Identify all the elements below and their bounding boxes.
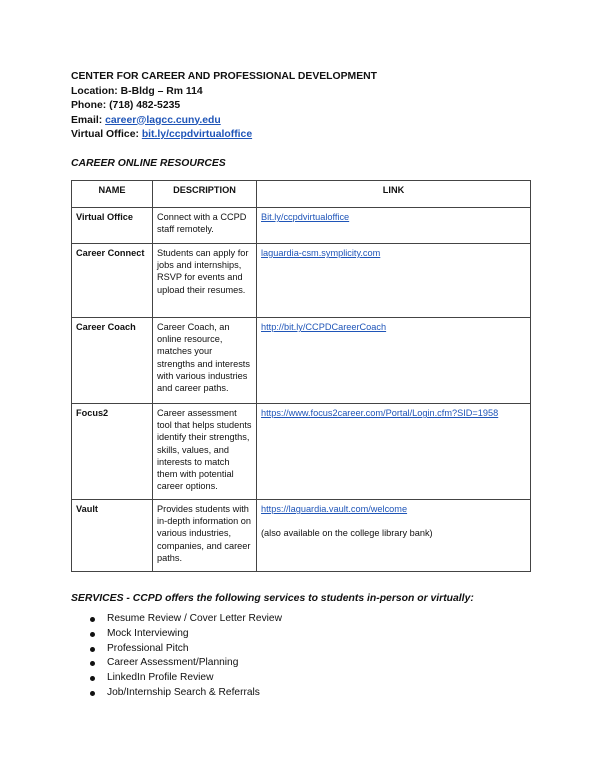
- resource-link[interactable]: https://www.focus2career.com/Portal/Login.cfm?SID=1958: [261, 408, 499, 418]
- resource-description: Provides students with in-depth information on various industries, companies, and career paths.: [153, 500, 257, 572]
- table-row: [72, 208, 531, 244]
- resources-table: [71, 180, 531, 572]
- list-item: Career Assessment/Planning: [90, 656, 282, 671]
- list-item: Mock Interviewing: [90, 627, 282, 642]
- table-row: [72, 404, 531, 500]
- column-header-link: LINK: [257, 181, 531, 208]
- resource-link-cell: [257, 500, 531, 572]
- resource-description: Career Coach, an online resource, matches your strengths and interests with various industries and career paths.: [153, 318, 257, 404]
- resource-link[interactable]: Bit.ly/ccpdvirtualoffice: [261, 212, 350, 222]
- list-item: LinkedIn Profile Review: [90, 671, 282, 686]
- contact-header: [71, 70, 377, 143]
- email-link[interactable]: career@lagcc.cuny.edu: [105, 114, 221, 126]
- email-line: [71, 114, 377, 129]
- phone-text: Phone: (718) 482-5235: [71, 100, 181, 111]
- table-row: [72, 500, 531, 572]
- services-list: [90, 612, 282, 701]
- resource-description: Connect with a CCPD staff remotely.: [153, 208, 257, 244]
- list-item: Job/Internship Search & Referrals: [90, 686, 282, 701]
- table-header-row: [72, 181, 531, 208]
- resource-name: Career Connect: [72, 244, 153, 318]
- virtual-office-line: [71, 128, 377, 143]
- org-name: CENTER FOR CAREER AND PROFESSIONAL DEVELOPMENT: [71, 71, 377, 82]
- resource-name: Virtual Office: [72, 208, 153, 244]
- virtual-office-link[interactable]: bit.ly/ccpdvirtualoffice: [141, 129, 253, 140]
- location-text: Location: B-Bldg – Rm 114: [71, 85, 203, 97]
- list-item: Professional Pitch: [90, 642, 282, 657]
- resource-link-cell: [257, 208, 531, 244]
- resource-note: (also available on the college library bank): [261, 528, 433, 539]
- resource-link[interactable]: https://laguardia.vault.com/welcome: [261, 504, 408, 514]
- services-title: SERVICES - CCPD offers the following services to students in-person or virtually:: [71, 593, 474, 604]
- resource-link-cell: [257, 318, 531, 404]
- table-row: [72, 244, 531, 318]
- resource-name: Focus2: [72, 404, 153, 500]
- virtual-office-label: Virtual Office:: [71, 129, 142, 140]
- email-label: Email:: [71, 114, 106, 126]
- resource-description: Students can apply for jobs and internships, RSVP for events and upload their resumes.: [153, 244, 257, 318]
- resource-link-cell: [257, 404, 531, 500]
- resource-link[interactable]: http://bit.ly/CCPDCareerCoach: [261, 322, 387, 332]
- resource-link[interactable]: laguardia-csm.symplicity.com: [261, 248, 381, 258]
- resource-name: Vault: [72, 500, 153, 572]
- column-header-name: NAME: [72, 181, 153, 208]
- resource-description: Career assessment tool that helps students identify their strengths, skills, values, and interests to match them with potential career options.: [153, 404, 257, 500]
- resource-name: Career Coach: [72, 318, 153, 404]
- column-header-description: DESCRIPTION: [153, 181, 257, 208]
- table-row: [72, 318, 531, 404]
- list-item: Resume Review / Cover Letter Review: [90, 612, 282, 627]
- resource-link-cell: [257, 244, 531, 318]
- resources-title: CAREER ONLINE RESOURCES: [71, 158, 226, 169]
